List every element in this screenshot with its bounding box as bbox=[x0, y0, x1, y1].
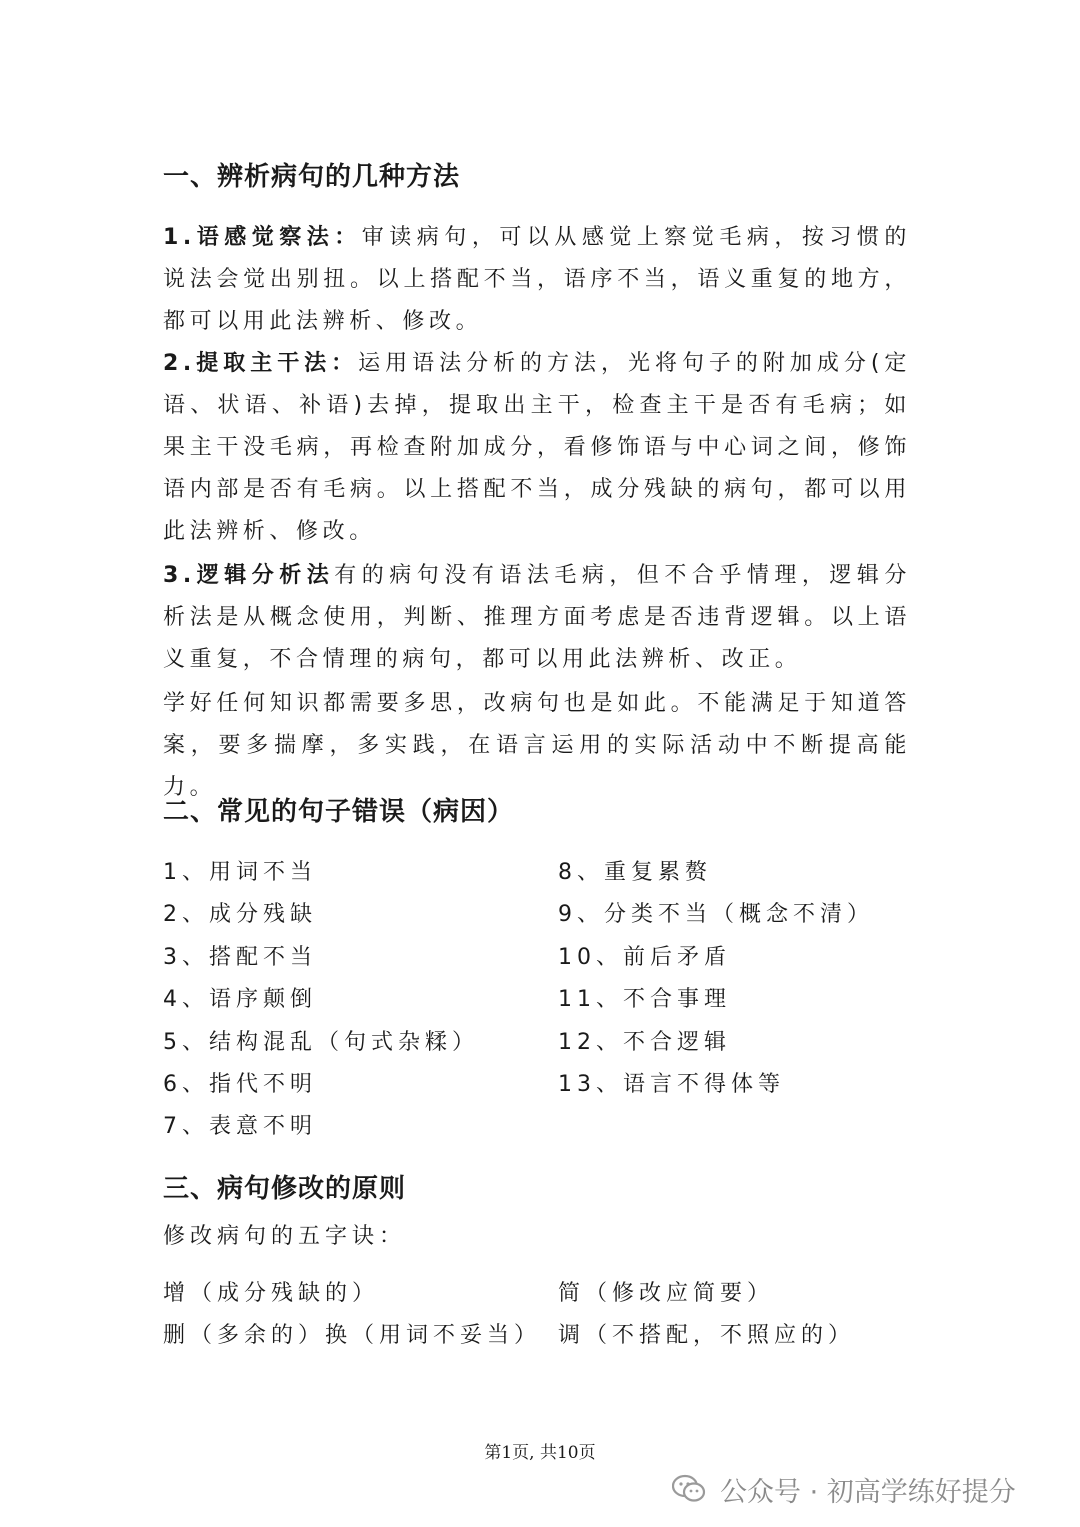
method-text: 有的病句没有语法毛病，但不合乎情理，逻辑分析法是从概念使用，判断、推理方面考虑是否违背逻辑。以上语义重复，不合情理的病句，都可以用此法辨析、改正。 bbox=[163, 563, 911, 672]
list-item: 3、搭配不当 bbox=[163, 944, 317, 970]
method-paragraph-2 bbox=[163, 343, 911, 553]
list-item: 8、重复累赘 bbox=[558, 860, 712, 885]
method-term: 1.语感觉察法： bbox=[163, 225, 362, 250]
page-number: 第1页, 共10页 bbox=[484, 1443, 596, 1463]
list-item: 12、不合逻辑 bbox=[558, 1029, 731, 1055]
list-item: 5、结构混乱（句式杂糅） bbox=[163, 1029, 479, 1055]
list-item: 11、不合事理 bbox=[558, 987, 731, 1013]
watermark bbox=[672, 1466, 1016, 1512]
wechat-icon bbox=[672, 1474, 706, 1504]
principle-add: 增（成分残缺的） bbox=[163, 1281, 380, 1306]
list-item: 6、指代不明 bbox=[163, 1071, 317, 1097]
section-heading-principles: 三、病句修改的原则 bbox=[163, 1174, 407, 1204]
method-paragraph-1 bbox=[163, 217, 911, 343]
principle-adjust: 调（不搭配，不照应的） bbox=[558, 1323, 856, 1348]
principles-intro: 修改病句的五字诀： bbox=[163, 1224, 407, 1249]
list-item: 13、语言不得体等 bbox=[558, 1071, 785, 1097]
list-item: 7、表意不明 bbox=[163, 1114, 317, 1140]
error-list-right bbox=[558, 852, 874, 1106]
principle-simplify: 简（修改应简要） bbox=[558, 1281, 775, 1306]
list-item: 1、用词不当 bbox=[163, 860, 317, 885]
list-item: 4、语序颠倒 bbox=[163, 987, 317, 1013]
method-term: 2.提取主干法： bbox=[163, 351, 359, 376]
list-item: 10、前后矛盾 bbox=[558, 944, 731, 970]
section-heading-errors: 二、常见的句子错误（病因） bbox=[163, 797, 515, 827]
method-paragraph-3 bbox=[163, 555, 911, 681]
method-text: 运用语法分析的方法，光将句子的附加成分(定语、状语、补语)去掉，提取出主干，检查主干是否有毛病；如果主干没毛病，再检查附加成分，看修饰语与中心词之间，修饰语内部是否有毛病。以上搭配不当，成分残缺的病句，都可以用此法辨析、修改。 bbox=[163, 351, 912, 544]
list-item: 9、分类不当（概念不清） bbox=[558, 902, 874, 928]
watermark-text: 公众号 · 初高学练好提分 bbox=[720, 1476, 1016, 1508]
method-text: 审读病句，可以从感觉上察觉毛病，按习惯的说法会觉出别扭。以上搭配不当，语序不当，语义重复的地方，都可以用此法辨析、修改。 bbox=[163, 225, 911, 334]
section-heading-methods: 一、辨析病句的几种方法 bbox=[163, 162, 461, 192]
error-list-left bbox=[163, 852, 479, 1149]
closing-paragraph: 学好任何知识都需要多思，改病句也是如此。不能满足于知道答案，要多揣摩，多实践，在语言运用的实际活动中不断提高能力。 bbox=[163, 691, 911, 800]
principle-delete-replace: 删（多余的）换（用词不妥当） bbox=[163, 1323, 542, 1348]
list-item: 2、成分残缺 bbox=[163, 902, 317, 928]
method-term: 3.逻辑分析法 bbox=[163, 563, 335, 588]
